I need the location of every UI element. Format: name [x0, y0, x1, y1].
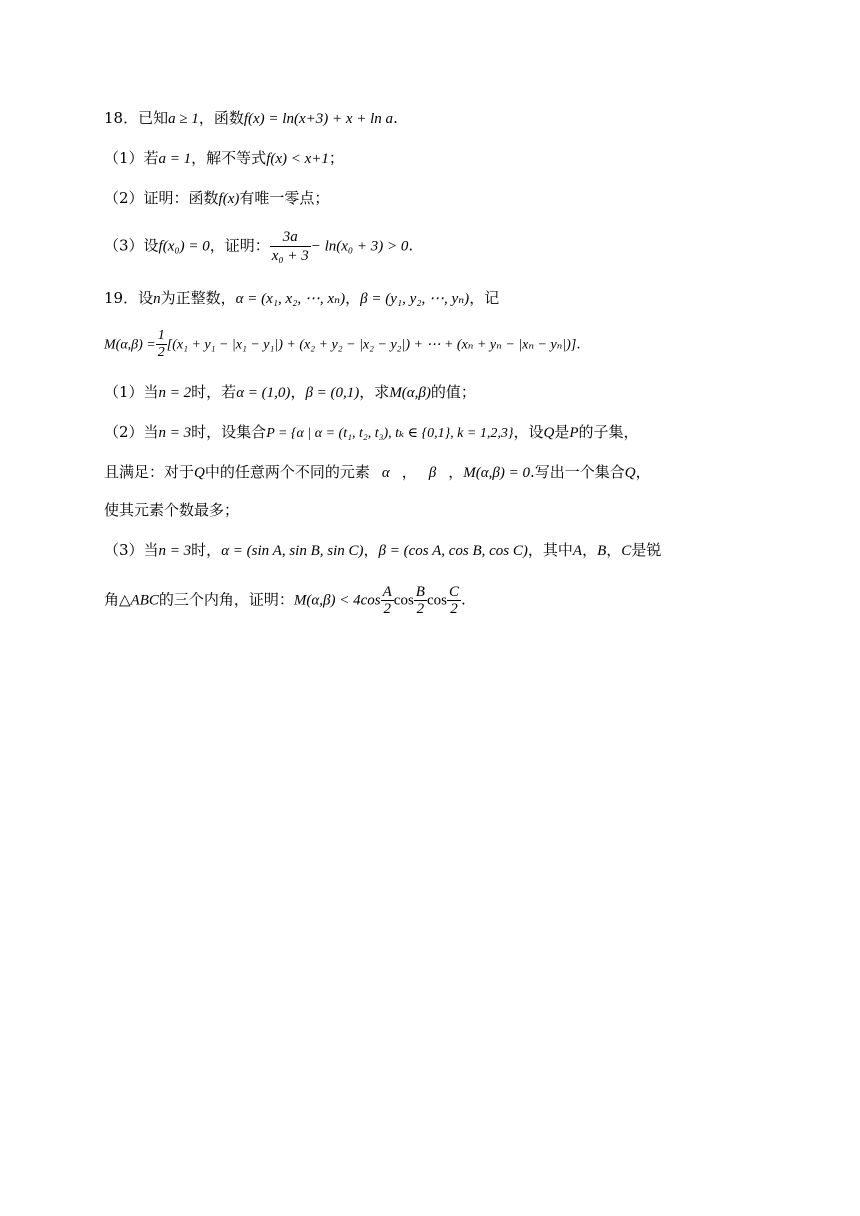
q18-part3: （3）设f(x₀) = 0，证明： $\frac{3a}{\text{x₀ + 3}}$ − ln(x₀ + 3) > 0. [104, 229, 414, 264]
q19-M-expression: [(x₁ + y₁ − |x₁ − y₁|) + (x₂ + y₂ − |x₂ − y₂|) + ⋯ + (xₙ + yₙ − |xₙ − yₙ|)] [166, 337, 577, 353]
q18-part1: （1）若a = 1，解不等式f(x) < x+1； [104, 149, 344, 167]
q18-stem: 18．已知a ≥ 1，函数f(x) = ln(x+3) + x + ln a. [104, 109, 398, 127]
q19-beta-def: β = (y₁, y₂, ⋯, yₙ) [360, 291, 470, 307]
q19-set-P: P = {α | α = (t₁, t₂, t₃), tₖ ∈ {0,1}, k = 1,2,3} [266, 426, 514, 441]
q19-part2-line2: 且满足：对于Q中的任意两个不同的元素 α ， β ，M(α,β) = 0.写出一个集合Q， [104, 463, 651, 481]
q18-fraction: $\frac{3a}{\text{x₀ + 3}}$ [271, 229, 309, 264]
q19-M-definition: M(α,β) = $\frac{1}{2}$ [(x₁ + y₁ − |x₁ − y₁|) + (x₂ + y₂ − |x₂ − y₂|) + ⋯ + (xₙ + yₙ − |xₙ − yₙ|)]. [104, 328, 581, 360]
q18-number: 18． [104, 109, 139, 127]
q18-part2: （2）证明：函数f(x)有唯一零点； [104, 189, 330, 207]
q19-part2-line3: 使其元素个数最多； [104, 501, 240, 519]
q18-function: f(x) = ln(x+3) + x + ln a [243, 111, 394, 127]
q19-stem: 19．设n为正整数，α = (x₁, x₂, ⋯, xₙ)，β = (y₁, y₂, ⋯, yₙ)，记 [104, 289, 500, 307]
q19-part3-line1: （3）当n = 3时，α = (sin A, sin B, sin C)，β = (cos A, cos B, cos C)，其中A，B，C是锐 [104, 541, 662, 559]
q19-alpha-def: α = (x₁, x₂, ⋯, xₙ) [235, 291, 346, 307]
q18-condition: a ≥ 1 [168, 111, 199, 127]
q19-part2-line1: （2）当n = 3时，设集合P = {α | α = (t₁, t₂, t₃), tₖ ∈ {0,1}, k = 1,2,3}，设Q是P的子集， [104, 423, 639, 441]
q19-number: 19． [104, 289, 139, 307]
q19-part1: （1）当n = 2时，若α = (1,0)，β = (0,1)，求M(α,β)的值； [104, 383, 476, 401]
q19-part3-line2: 角△ABC的三个内角，证明：M(α,β) < 4cos $\frac{A}{2}$ cos $\frac{B}{2}$ cos $\frac{C}{2}$ . [104, 584, 466, 617]
